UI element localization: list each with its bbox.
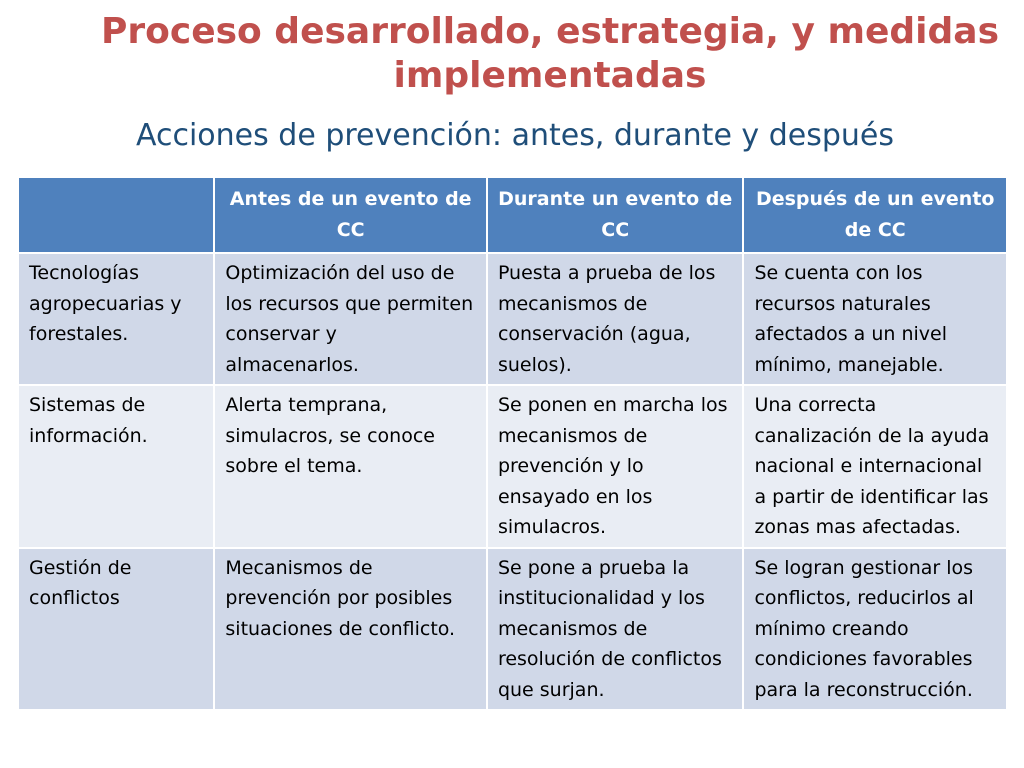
- header-cell-despues: Después de un evento de CC: [743, 177, 1007, 253]
- durante-cell: Se ponen en marcha los mecanismos de prevención y lo ensayado en los simulacros.: [487, 385, 744, 548]
- slide-subtitle: Acciones de prevención: antes, durante y después: [135, 118, 894, 153]
- table-row: [18, 548, 1007, 711]
- antes-cell: Optimización del uso de los recursos que permiten conservar y almacenarlos.: [214, 253, 487, 385]
- durante-cell: Se pone a prueba la institucionalidad y los mecanismos de resolución de conflictos que surjan.: [487, 548, 744, 711]
- durante-cell: Puesta a prueba de los mecanismos de conservación (agua, suelos).: [487, 253, 744, 385]
- antes-cell: Mecanismos de prevención por posibles situaciones de conflicto.: [214, 548, 487, 711]
- header-cell-empty: [18, 177, 214, 253]
- row-category-cell: Tecnologías agropecuarias y forestales.: [18, 253, 214, 385]
- despues-cell: Una correcta canalización de la ayuda nacional e internacional a partir de identificar las zonas mas afectadas.: [743, 385, 1007, 548]
- header-cell-antes: Antes de un evento de CC: [214, 177, 487, 253]
- despues-cell: Se cuenta con los recursos naturales afectados a un nivel mínimo, manejable.: [743, 253, 1007, 385]
- prevention-actions-table: [17, 176, 1008, 711]
- antes-cell: Alerta temprana, simulacros, se conoce sobre el tema.: [214, 385, 487, 548]
- row-category-cell: Sistemas de información.: [18, 385, 214, 548]
- header-cell-durante: Durante un evento de CC: [487, 177, 744, 253]
- table-row: [18, 253, 1007, 385]
- despues-cell: Se logran gestionar los conflictos, reducirlos al mínimo creando condiciones favorables para la reconstrucción.: [743, 548, 1007, 711]
- table-header-row: [18, 177, 1007, 253]
- table-row: [18, 385, 1007, 548]
- slide-title: Proceso desarrollado, estrategia, y medidas implementadas: [100, 11, 999, 96]
- row-category-cell: Gestión de conflictos: [18, 548, 214, 711]
